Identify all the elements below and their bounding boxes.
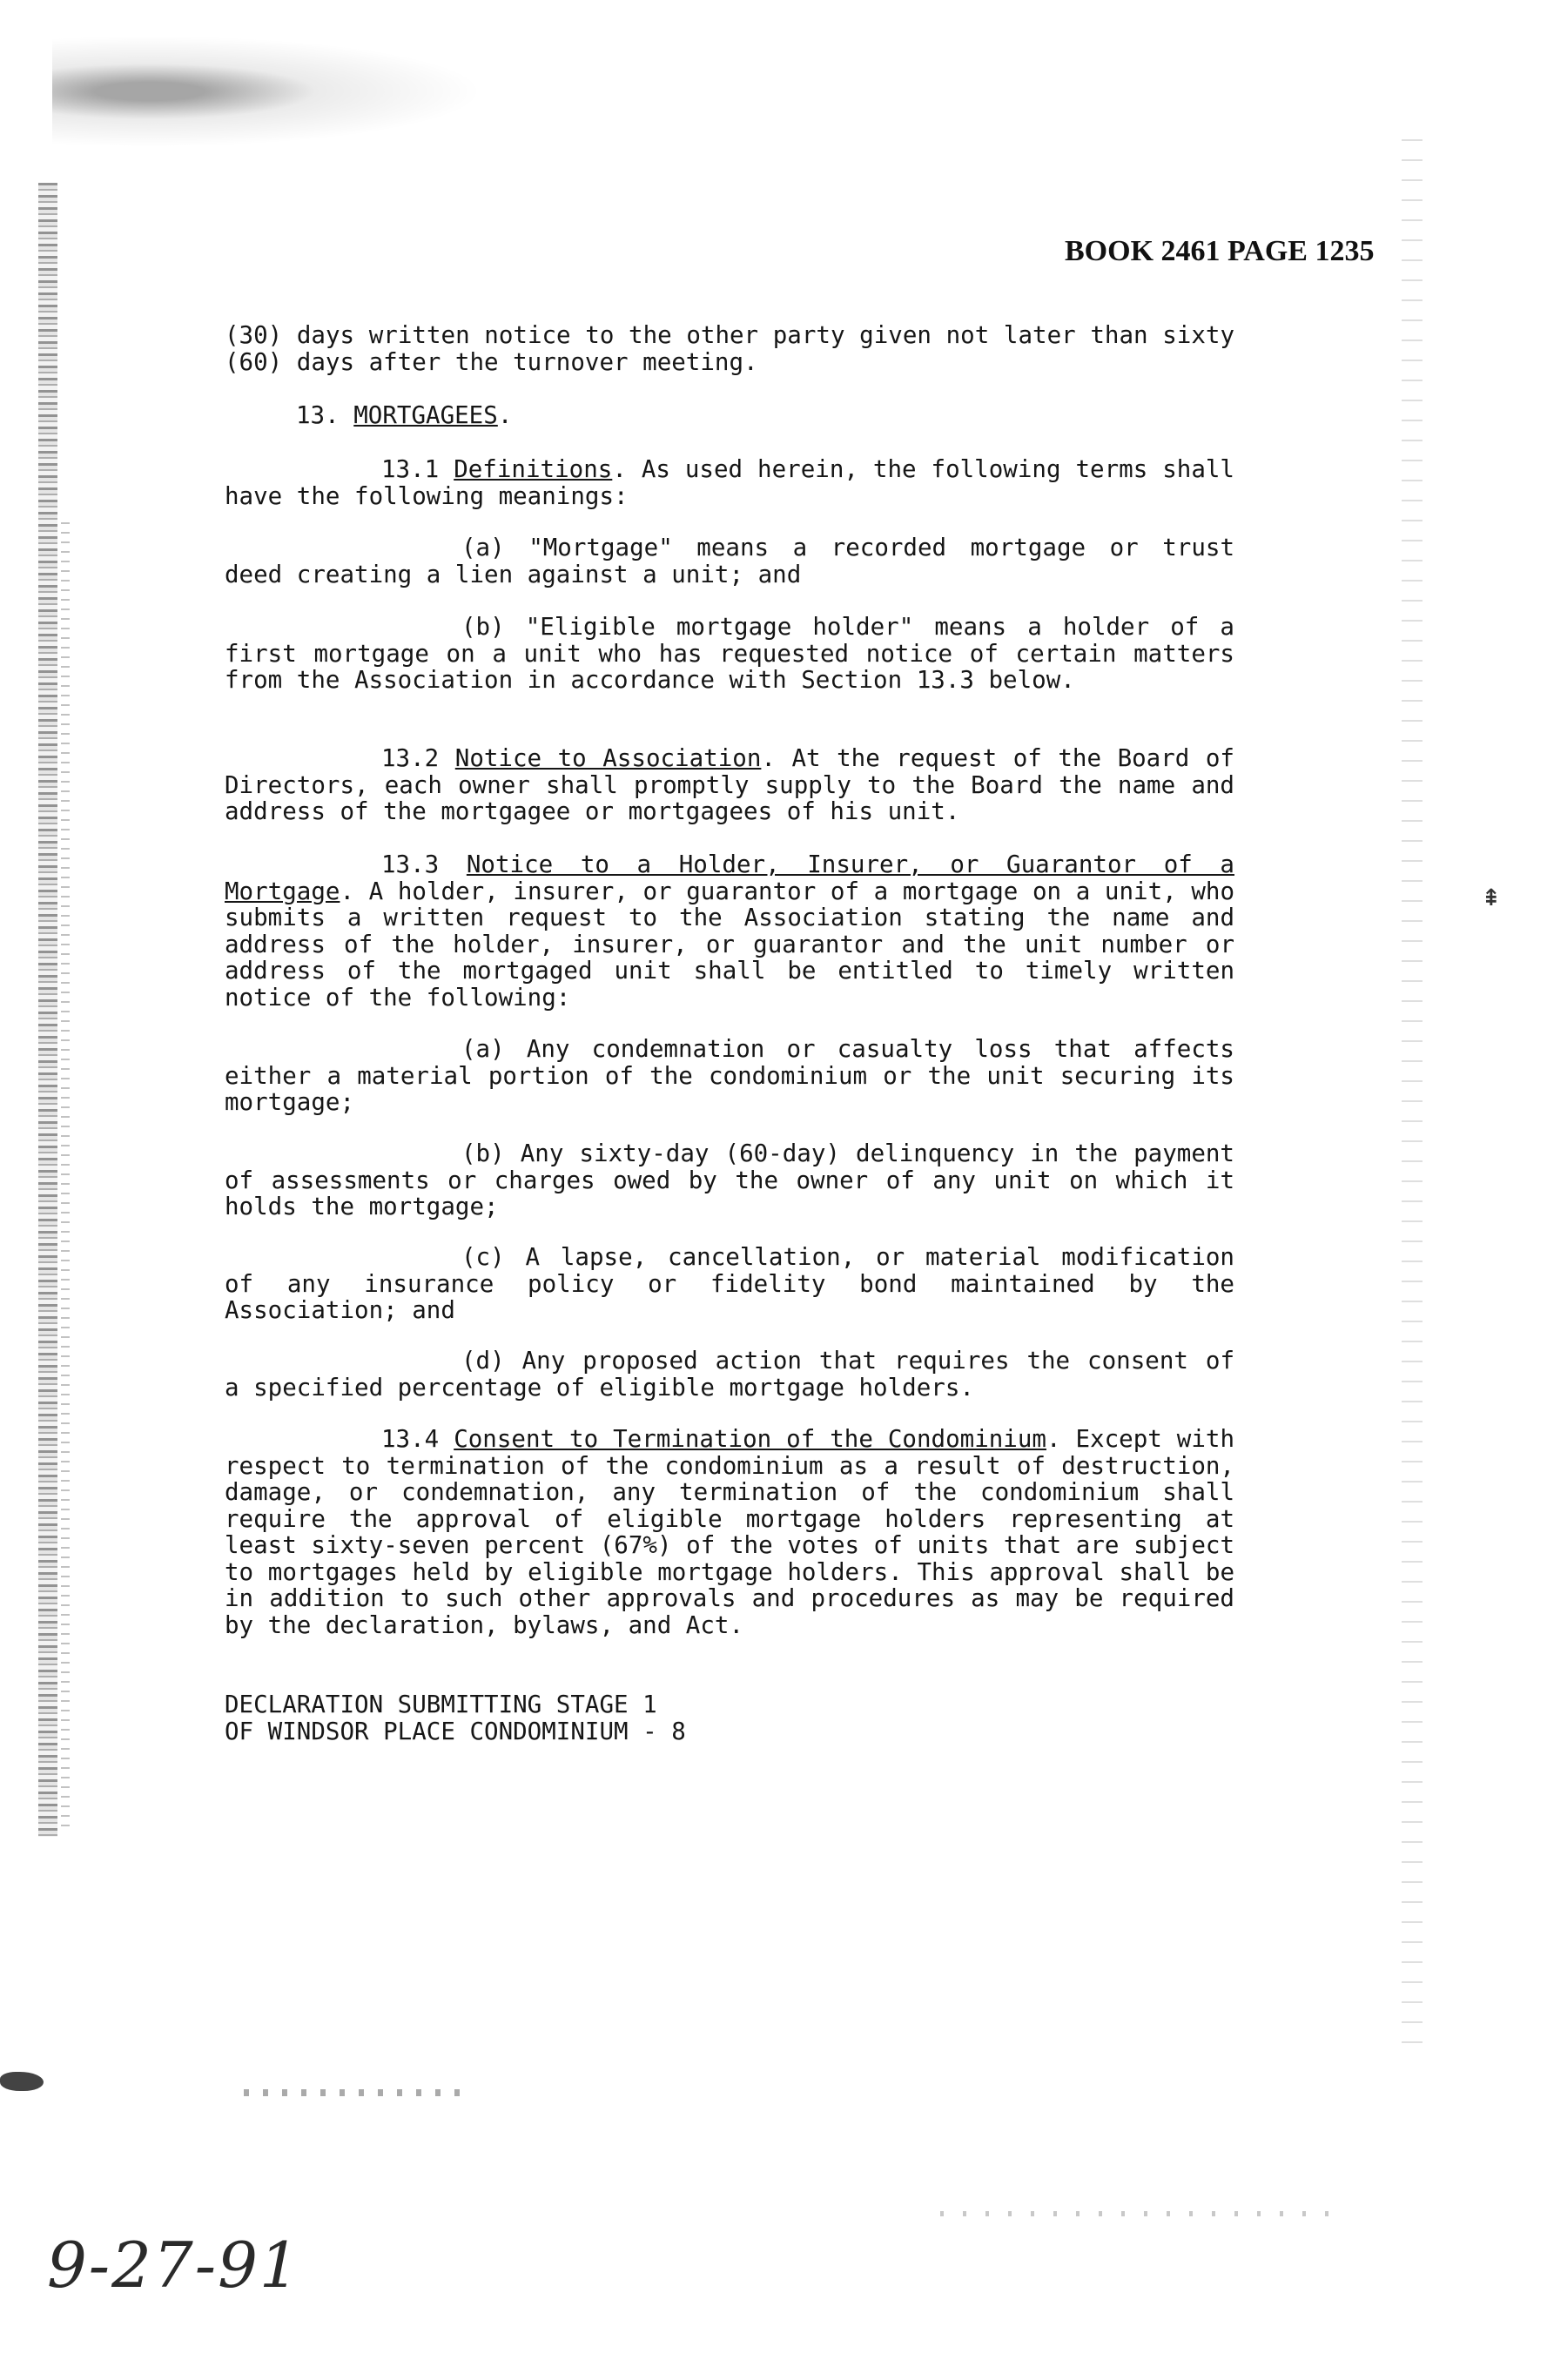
footer-line: OF WINDSOR PLACE CONDOMINIUM - 8 bbox=[225, 1717, 686, 1745]
subsection-13-4 bbox=[225, 1426, 1234, 1638]
definition-b bbox=[225, 614, 1234, 694]
footer-line: DECLARATION SUBMITTING STAGE 1 bbox=[225, 1691, 657, 1718]
subsection-heading: Consent to Termination of the Condominium bbox=[454, 1425, 1046, 1453]
subsection-text: . Except with respect to termination of the condominium as a result of destruction, damage, or condemnation, any termination of the condominium shall require the approval of eligible mortgage holders representing at least sixty-seven percent (67%) of the votes of units that are subject to mortgages held by eligible mortgage holders. This approval shall be in addition to such other approvals and procedures as may be required by the declaration, bylaws, and Act. bbox=[225, 1425, 1235, 1639]
notice-item-a bbox=[225, 1036, 1234, 1116]
document-footer bbox=[225, 1691, 834, 1745]
scan-bottom-specks bbox=[244, 2089, 470, 2096]
handwritten-date: 9-27-91 bbox=[47, 2229, 301, 2302]
subsection-text: . A holder, insurer, or guarantor of a mortgage on a unit, who submits a written request to the Association stating the name and address of the holder, insurer, or guarantor and the unit number or address of the mortgaged unit shall be entitled to timely written notice of the following: bbox=[225, 877, 1234, 1012]
list-item-text: (b) Any sixty-day (60-day) delinquency in the payment of assessments or charges owed by the owner of any unit on which it holds the mortgage; bbox=[225, 1140, 1234, 1220]
definition-a bbox=[225, 534, 1234, 588]
subsection-number: 13.4 bbox=[381, 1425, 440, 1453]
subsection-heading: Notice to a Holder, Insurer, or Guarantor of a Mortgage bbox=[225, 850, 1234, 905]
notice-item-c bbox=[225, 1244, 1234, 1324]
list-item-text: (b) "Eligible mortgage holder" means a holder of a first mortgage on a unit who has requested notice of certain matters from the Association in accordance with Section 13.3 below. bbox=[225, 613, 1234, 694]
scan-smudge bbox=[52, 26, 540, 157]
section-title: MORTGAGEES bbox=[353, 401, 498, 429]
section-number: 13. bbox=[296, 401, 340, 429]
scan-bottom-specks bbox=[940, 2211, 1341, 2216]
subsection-heading: Notice to Association bbox=[454, 744, 762, 772]
subsection-text: . As used herein, the following terms shall have the following meanings: bbox=[225, 455, 1234, 510]
subsection-text: . At the request of the Board of Directors, each owner shall promptly supply to the Board the name and address of the mortgagee or mortgagees of his unit. bbox=[225, 744, 1234, 825]
list-item-text: (c) A lapse, cancellation, or material modification of any insurance policy or fidelity bond maintained by the Association; and bbox=[225, 1243, 1234, 1324]
list-item-text: (a) Any condemnation or casualty loss that affects either a material portion of the condominium or the unit securing its mortgage; bbox=[225, 1035, 1234, 1116]
subsection-heading: Definitions bbox=[454, 455, 613, 483]
scan-corner-mark bbox=[0, 2072, 44, 2091]
continued-paragraph bbox=[225, 322, 1234, 375]
subsection-13-3 bbox=[225, 851, 1234, 1011]
subsection-13-2 bbox=[225, 745, 1234, 825]
scan-left-edge bbox=[38, 183, 57, 1837]
notice-item-b bbox=[225, 1140, 1234, 1220]
subsection-number: 13.1 bbox=[381, 455, 440, 483]
paragraph-text: (30) days written notice to the other party given not later than sixty (60) days after the turnover meeting. bbox=[225, 321, 1234, 376]
subsection-number: 13.3 bbox=[381, 850, 440, 878]
notice-item-d bbox=[225, 1348, 1234, 1401]
subsection-13-1 bbox=[225, 456, 1234, 509]
scan-left-edge-specks bbox=[61, 522, 70, 1828]
list-item-text: (a) "Mortgage" means a recorded mortgage or trust deed creating a lien against a unit; and bbox=[225, 534, 1234, 588]
section-title-period: . bbox=[497, 401, 513, 429]
book-page-stamp: BOOK 2461 PAGE 1235 bbox=[1065, 235, 1375, 267]
scan-right-dots bbox=[1402, 139, 1423, 2054]
subsection-number: 13.2 bbox=[381, 744, 440, 772]
margin-arrow-icon: ⇞ bbox=[1482, 877, 1501, 913]
section-heading bbox=[296, 402, 818, 429]
list-item-text: (d) Any proposed action that requires the consent of a specified percentage of eligible mortgage holders. bbox=[225, 1347, 1234, 1402]
